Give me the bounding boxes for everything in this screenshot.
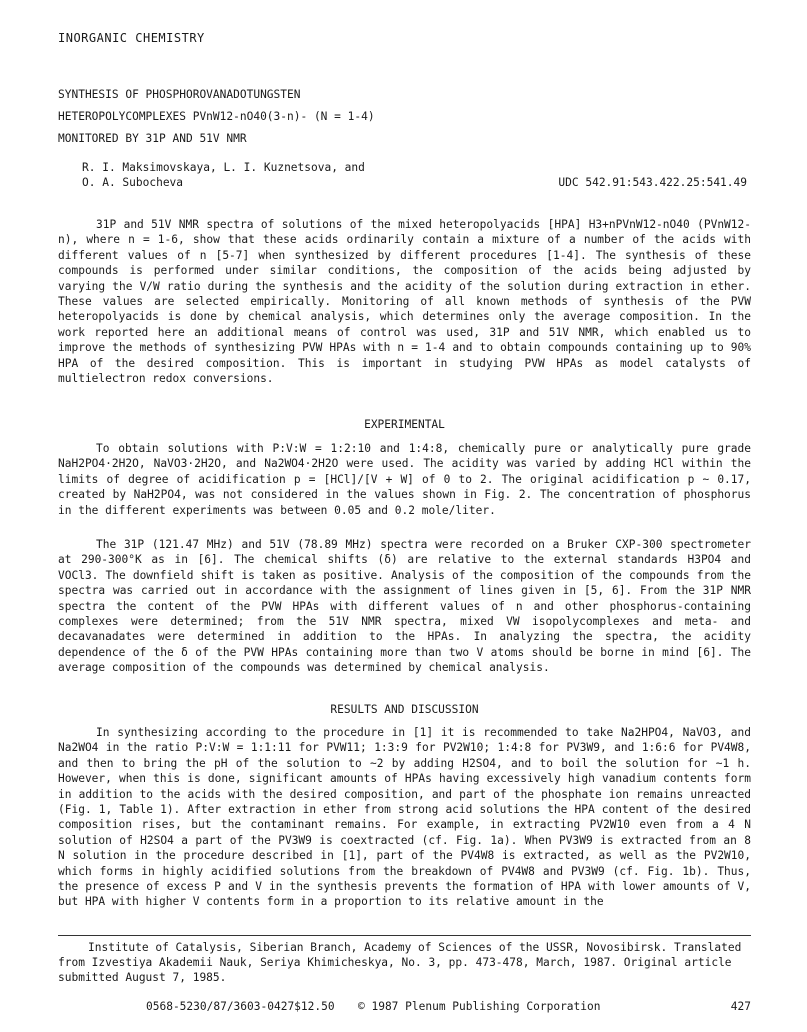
title-line-3: MONITORED BY 31P AND 51V NMR <box>58 132 247 145</box>
authors <box>82 160 365 190</box>
footnote-text: Institute of Catalysis, Siberian Branch, Academy of Sciences of the USSR, Novosibirsk. Translated from Izvestiya Akademii Nauk, Seriya Khimicheskya, No. 3, pp. 473-478, March, 1987. Original article submitted August 7, 1985. <box>58 941 742 984</box>
results-block <box>58 725 751 910</box>
footnote-rule <box>58 935 751 936</box>
abstract-block <box>58 217 751 386</box>
abstract-paragraph: 31P and 51V NMR spectra of solutions of the mixed heteropolyacids [HPA] H3+nPVnW12-nO40 (PVnW12-n), where n = 1-6, show that these acids ordinarily contain a mixture of a number of the acids with different values of n [5-7] when synthesized by different procedures [1-4]. The synthesis of these compounds is performed under similar conditions, the composition of the acids being adjusted by varying the V/W ratio during the synthesis and the acidity of the solution during extraction in ether. These values are selected empirically. Monitoring of all known methods of synthesis of the PVW heteropolyacids is done by chemical analysis, which determines only the average composition. In the work reported here an additional means of control was used, 31P and 51V NMR, which enabled us to improve the methods of synthesizing PVW HPAs with n = 1-4 and to obtain compounds containing up to 90% HPA of the desired composition. This is important in studying PVW HPAs as model catalysts of multielectron redox conversions. <box>58 218 751 386</box>
section-heading-results: RESULTS AND DISCUSSION <box>330 703 479 716</box>
experimental-paragraph-1: To obtain solutions with P:V:W = 1:2:10 and 1:4:8, chemically pure or analytically pure grade NaH2PO4·2H2O, NaVO3·2H2O, and Na2WO4·2H2O were used. The acidity was varied by adding HCl within the limits of degree of acidification p = [HCl]/[V + W] of 0 to 2. The original acidification p ~ 0.17, created by NaH2PO4, was not considered in the values shown in Fig. 2. The concentration of phosphorus in the different experiments was between 0.05 and 0.2 mole/liter. <box>58 442 751 517</box>
footnote <box>58 940 751 985</box>
experimental-paragraph-2: The 31P (121.47 MHz) and 51V (78.89 MHz) spectra were recorded on a Bruker CXP-300 spectrometer at 290-300°K as in [6]. The chemical shifts (δ) are relative to the external standards H3PO4 and VOCl3. The downfield shift is taken as positive. Analysis of the composition of the compounds from the spectra was carried out in accordance with the assignment of lines given in [5, 6]. From the 31P NMR spectra the content of the PVW HPAs with different values of n and other phosphorus-containing complexes were determined; from the 51V NMR spectra, mixed VW isopolycomplexes and meta- and decavanadates were determined in addition to the HPAs. In analyzing the spectra, the acidity dependence of the δ of the PVW HPAs containing more than two V atoms should be borne in mind [6]. The average composition of the compounds was determined by chemical analysis. <box>58 538 751 675</box>
page-number: 427 <box>730 1000 751 1013</box>
copyright: © 1987 Plenum Publishing Corporation <box>358 1000 601 1013</box>
authors-line-1: R. I. Maksimovskaya, L. I. Kuznetsova, and <box>82 161 365 174</box>
authors-line-2: O. A. Subocheva <box>82 176 184 189</box>
results-paragraph-1: In synthesizing according to the procedure in [1] it is recommended to take Na2HPO4, NaVO3, and Na2WO4 in the ratio P:V:W = 1:1:11 for PVW11; 1:3:9 for PV2W10; 1:4:8 for PV3W9, and 1:6:6 for PV4W8, and then to bring the pH of the solution to ~2 by adding H2SO4, and to boil the solution for ~1 h. However, when this is done, significant amounts of HPAs having excessively high vanadium contents form in addition to the acids with the desired composition, and part of the phosphate ion remains unreacted (Fig. 1, Table 1). After extraction in ether from strong acid solutions the HPA content of the desired composition rises, but the contaminant remains. For example, in extracting PV2W10 even from a 4 N solution of H2SO4 a part of the PV3W9 is coextracted (cf. Fig. 1a). When PV3W9 is extracted from an 8 N solution in the procedure described in [1], part of the PV4W8 is extracted, as well as the PV2W10, which forms in highly acidified solutions from the breakdown of PV4W8 and PV3W9 (cf. Fig. 1b). Thus, the presence of excess P and V in the synthesis prevents the formation of HPA with lower amounts of V, but HPA with higher V contents form in a proportion to its relative amount in the <box>58 726 751 909</box>
udc-code: UDC 542.91:543.422.25:541.49 <box>558 176 747 189</box>
experimental-block <box>58 441 751 518</box>
journal-header: INORGANIC CHEMISTRY <box>58 31 205 45</box>
title-line-1: SYNTHESIS OF PHOSPHOROVANADOTUNGSTEN <box>58 88 301 101</box>
article-title <box>58 84 375 150</box>
title-line-2: HETEROPOLYCOMPLEXES PVnW12-nO40(3-n)- (N = 1-4) <box>58 110 375 123</box>
experimental-block-2 <box>58 537 751 676</box>
section-heading-experimental: EXPERIMENTAL <box>364 418 445 431</box>
article-code: 0568-5230/87/3603-0427$12.50 <box>146 1000 335 1013</box>
